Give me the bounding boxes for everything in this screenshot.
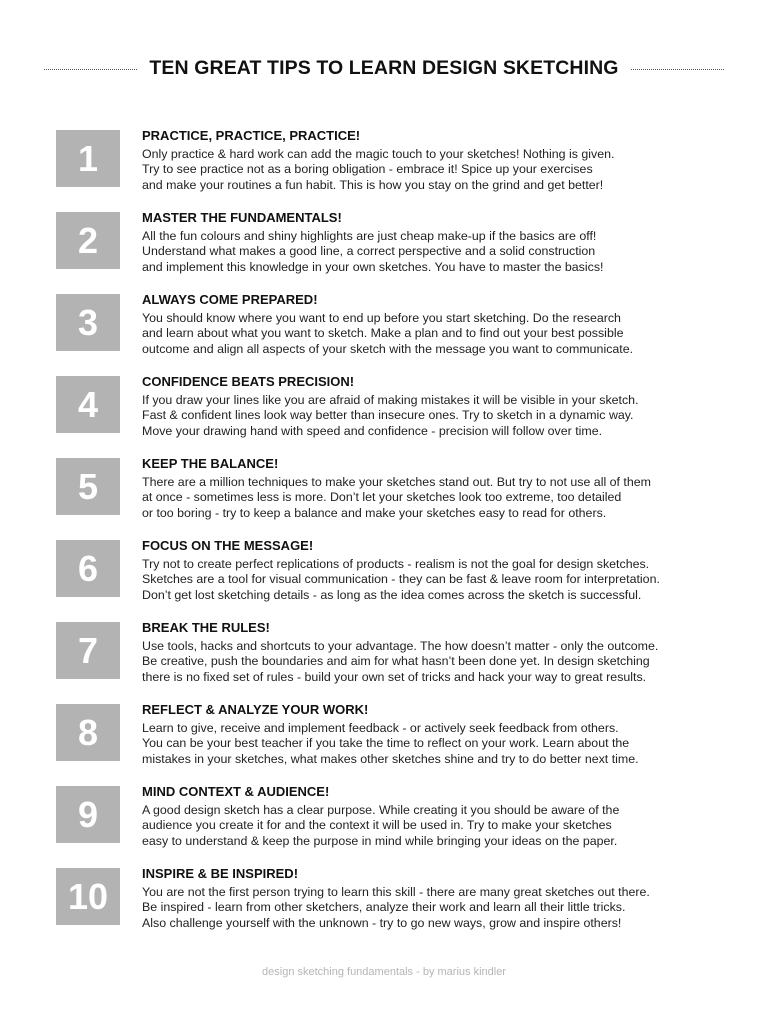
tip-heading: MASTER THE FUNDAMENTALS!	[142, 210, 342, 225]
tip-text-line: easy to understand & keep the purpose in mind while bringing your ideas on the paper.	[142, 833, 618, 848]
tip-number-badge: 3	[56, 294, 120, 351]
tip-number-badge: 9	[56, 786, 120, 843]
tip-text-line: there is no fixed set of rules - build your own set of tricks and hack your way to great results.	[142, 669, 647, 684]
tip-body	[142, 538, 726, 603]
left-dotted-rule	[44, 69, 137, 70]
tip-body	[142, 292, 726, 357]
footer-credit: design sketching fundamentals - by marius kindler	[262, 966, 506, 978]
tip-item	[56, 620, 726, 684]
tip-item	[56, 210, 726, 274]
tip-text-line: You are not the first person trying to learn this skill - there are many great sketches out there.	[142, 885, 650, 899]
tip-text-line: Learn to give, receive and implement feedback - or actively seek feedback from others.	[142, 721, 619, 735]
tip-body	[142, 620, 726, 685]
tip-body	[142, 784, 726, 849]
tip-body	[142, 210, 726, 275]
tip-heading: CONFIDENCE BEATS PRECISION!	[142, 374, 355, 389]
tip-text-line: Only practice & hard work can add the magic touch to your sketches! Nothing is given.	[142, 147, 615, 161]
tip-heading: KEEP THE BALANCE!	[142, 456, 279, 471]
tip-item	[56, 456, 726, 520]
tip-text-line: Understand what makes a good line, a correct perspective and a solid construction	[142, 244, 596, 259]
tip-heading: MIND CONTEXT & AUDIENCE!	[142, 784, 330, 799]
tip-heading: PRACTICE, PRACTICE, PRACTICE!	[142, 128, 361, 143]
tip-text-line: or too boring - try to keep a balance and make your sketches easy to read for others.	[142, 505, 607, 520]
tip-number-badge: 8	[56, 704, 120, 761]
tip-heading: INSPIRE & BE INSPIRED!	[142, 866, 299, 881]
tip-heading: ALWAYS COME PREPARED!	[142, 292, 318, 307]
tip-body	[142, 128, 726, 193]
tip-text-line: There are a million techniques to make your sketches stand out. But try to not use all of them	[142, 475, 651, 489]
tip-text-line: If you draw your lines like you are afraid of making mistakes it will be visible in your sketch.	[142, 393, 639, 407]
tip-text-line: at once - sometimes less is more. Don’t let your sketches look too extreme, too detailed	[142, 490, 622, 505]
tip-text-line: Try not to create perfect replications of products - realism is not the goal for design sketches.	[142, 557, 650, 571]
tip-number-badge: 1	[56, 130, 120, 187]
tip-text-line: Be creative, push the boundaries and aim for what hasn’t been done yet. In design sketching	[142, 654, 650, 669]
tip-number-badge: 2	[56, 212, 120, 269]
tip-text-line: Be inspired - learn from other sketchers, analyze their work and learn all their little tricks.	[142, 900, 626, 915]
tip-item	[56, 292, 726, 356]
tip-text-line: You can be your best teacher if you take the time to reflect on your work. Learn about the	[142, 736, 630, 751]
tip-heading: BREAK THE RULES!	[142, 620, 270, 635]
tip-text-line: Move your drawing hand with speed and confidence - precision will follow over time.	[142, 423, 603, 438]
tip-text-line: All the fun colours and shiny highlights are just cheap make-up if the basics are off!	[142, 229, 597, 243]
tip-text-line: and make your routines a fun habit. This is how you stay on the grind and get better!	[142, 177, 604, 192]
tip-item	[56, 538, 726, 602]
tip-item	[56, 784, 726, 848]
tip-heading: FOCUS ON THE MESSAGE!	[142, 538, 314, 553]
tip-item	[56, 866, 726, 930]
tip-text-line: and learn about what you want to sketch. Make a plan and to find out your best possible	[142, 326, 624, 341]
tip-text-line: You should know where you want to end up before you start sketching. Do the research	[142, 311, 621, 325]
tip-text-line: and implement this knowledge in your own sketches. You have to master the basics!	[142, 259, 604, 274]
tip-item	[56, 374, 726, 438]
tip-heading: REFLECT & ANALYZE YOUR WORK!	[142, 702, 369, 717]
tip-text-line: A good design sketch has a clear purpose. While creating it you should be aware of the	[142, 803, 620, 817]
tip-text-line: Sketches are a tool for visual communication - they can be fast & leave room for interpretation.	[142, 572, 660, 587]
tip-number-badge: 7	[56, 622, 120, 679]
tip-number-badge: 6	[56, 540, 120, 597]
page-title: TEN GREAT TIPS TO LEARN DESIGN SKETCHING	[149, 56, 619, 79]
tip-text-line: audience you create it for and the context it will be used in. Try to make your sketches	[142, 818, 612, 833]
tip-number-badge: 10	[56, 868, 120, 925]
tip-text-line: Use tools, hacks and shortcuts to your advantage. The how doesn’t matter - only the outcome.	[142, 639, 659, 653]
tip-text-line: Don’t get lost sketching details - as long as the idea comes across the sketch is successful.	[142, 587, 642, 602]
tip-body	[142, 374, 726, 439]
tip-body	[142, 456, 726, 521]
tip-item	[56, 128, 726, 192]
tip-number-badge: 5	[56, 458, 120, 515]
tip-body	[142, 702, 726, 767]
tip-body	[142, 866, 726, 931]
right-dotted-rule	[631, 69, 724, 70]
tip-text-line: mistakes in your sketches, what makes other sketches shine and try to do better next time.	[142, 751, 639, 766]
title-row	[44, 54, 724, 82]
tip-text-line: outcome and align all aspects of your sketch with the message you want to communicate.	[142, 341, 634, 356]
tip-text-line: Fast & confident lines look way better than insecure ones. Try to sketch in a dynamic way.	[142, 408, 634, 423]
tip-text-line: Try to see practice not as a boring obligation - embrace it! Spice up your exercises	[142, 162, 593, 177]
tip-text-line: Also challenge yourself with the unknown - try to go new ways, grow and inspire others!	[142, 915, 622, 930]
tip-number-badge: 4	[56, 376, 120, 433]
tip-item	[56, 702, 726, 766]
